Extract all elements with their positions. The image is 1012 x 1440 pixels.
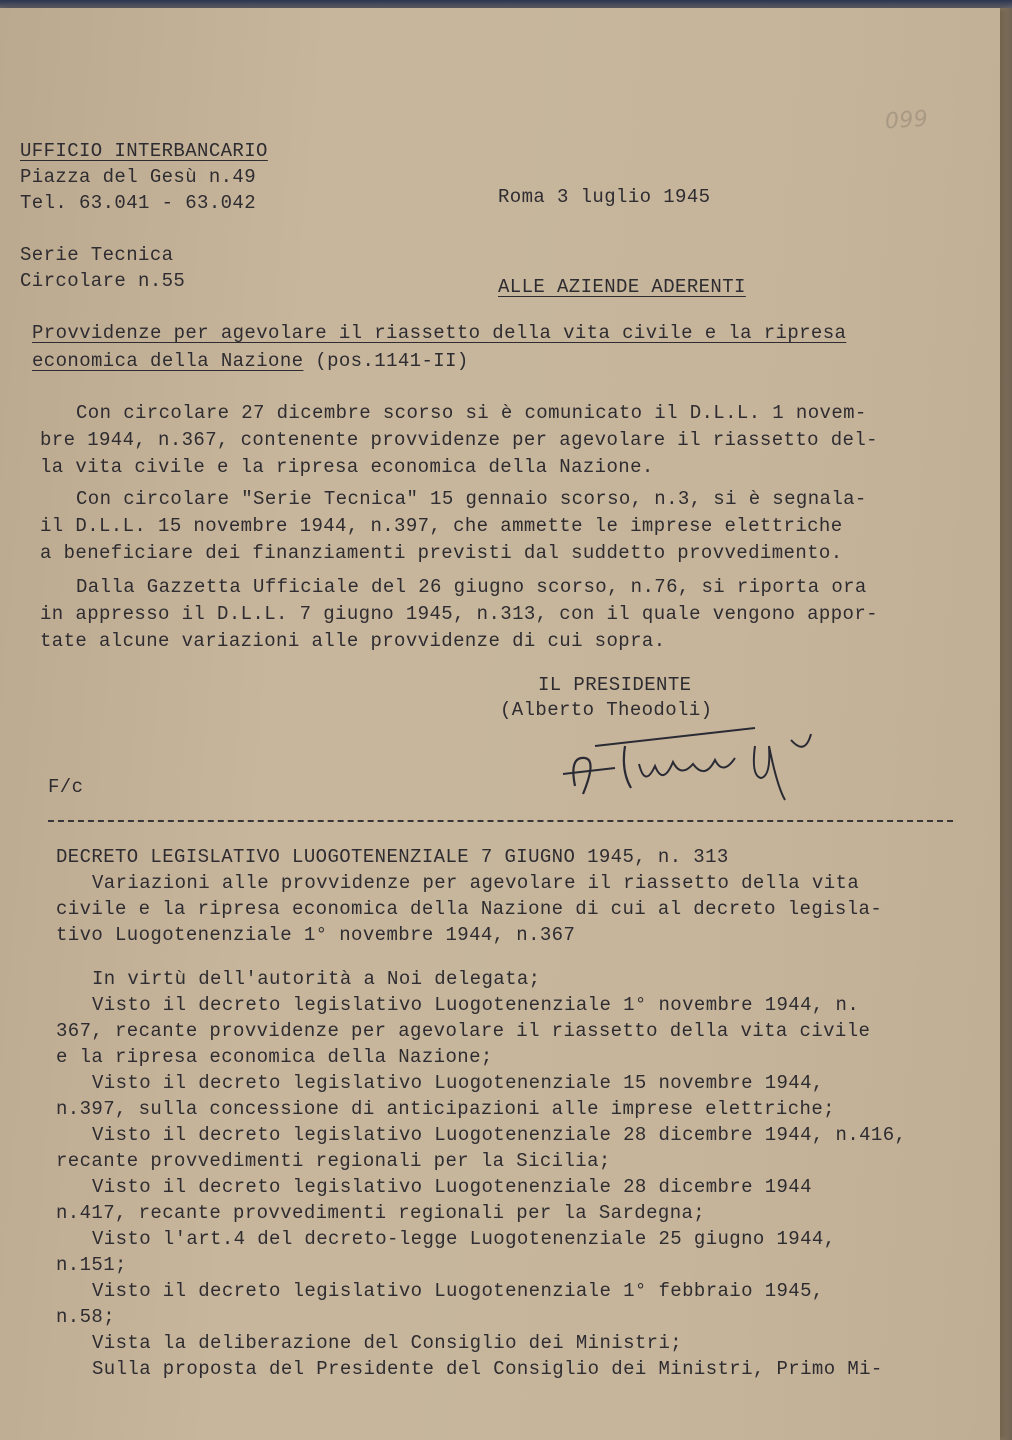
paragraph-2-line-1: Con circolare "Serie Tecnica" 15 gennaio scorso, n.3, si è segnala- bbox=[76, 488, 867, 510]
paragraph-2-line-3: a beneficiare dei finanziamenti previsti dal suddetto provvedimento. bbox=[40, 542, 843, 564]
paragraph-3-line-3: tate alcune variazioni alle provvidenze di cui sopra. bbox=[40, 630, 666, 652]
paragraph-1-line-2: bre 1944, n.367, contenente provvidenze per agevolare il riassetto del- bbox=[40, 429, 878, 451]
paragraph-3-line-1: Dalla Gazzetta Ufficiale del 26 giugno scorso, n.76, si riporta ora bbox=[76, 576, 867, 598]
subject-reference: (pos.1141-II) bbox=[315, 350, 469, 372]
office-name: UFFICIO INTERBANCARIO bbox=[20, 140, 268, 162]
decree-summary-line-2: civile e la ripresa economica della Nazione di cui al decreto legisla- bbox=[56, 898, 883, 920]
decree-body-line-6: n.397, sulla concessione di anticipazioni alle imprese elettriche; bbox=[56, 1098, 835, 1120]
subject-underlined: economica della Nazione bbox=[32, 350, 304, 372]
decree-body-line-12: n.151; bbox=[56, 1254, 127, 1276]
series-label: Serie Tecnica bbox=[20, 244, 174, 266]
signatory-name: (Alberto Theodoli) bbox=[500, 699, 713, 721]
typist-initials: F/c bbox=[48, 776, 84, 798]
office-address: Piazza del Gesù n.49 bbox=[20, 166, 257, 188]
decree-body-line-4: e la ripresa economica della Nazione; bbox=[56, 1046, 493, 1068]
letter-date: Roma 3 luglio 1945 bbox=[498, 186, 711, 208]
addressee: ALLE AZIENDE ADERENTI bbox=[498, 276, 746, 298]
circular-number: Circolare n.55 bbox=[20, 270, 186, 292]
decree-body-line-9: Visto il decreto legislativo Luogotenenziale 28 dicembre 1944 bbox=[92, 1176, 812, 1198]
decree-body-line-5: Visto il decreto legislativo Luogotenenziale 15 novembre 1944, bbox=[92, 1072, 824, 1094]
decree-summary-line-1: Variazioni alle provvidenze per agevolare il riassetto della vita bbox=[92, 872, 860, 894]
archive-number: 099 bbox=[884, 106, 930, 135]
decree-summary-line-3: tivo Luogotenenziale 1° novembre 1944, n.367 bbox=[56, 924, 576, 946]
paragraph-3-line-2: in appresso il D.L.L. 7 giugno 1945, n.313, con il quale vengono appor- bbox=[40, 603, 878, 625]
paragraph-1-line-1: Con circolare 27 dicembre scorso si è comunicato il D.L.L. 1 novem- bbox=[76, 402, 867, 424]
paragraph-1-line-3: la vita civile e la ripresa economica della Nazione. bbox=[40, 456, 654, 478]
signatory-title: IL PRESIDENTE bbox=[538, 674, 692, 696]
handwritten-signature bbox=[555, 716, 835, 806]
decree-body-line-2: Visto il decreto legislativo Luogotenenziale 1° novembre 1944, n. bbox=[92, 994, 860, 1016]
subject-line-2 bbox=[32, 352, 469, 371]
decree-body-line-14: n.58; bbox=[56, 1306, 116, 1328]
subject-line-1: Provvidenze per agevolare il riassetto della vita civile e la ripresa bbox=[32, 322, 847, 344]
decree-body-line-13: Visto il decreto legislativo Luogotenenziale 1° febbraio 1945, bbox=[92, 1280, 824, 1302]
decree-body-line-8: recante provvedimenti regionali per la Sicilia; bbox=[56, 1150, 611, 1172]
decree-body-line-15: Vista la deliberazione del Consiglio dei Ministri; bbox=[92, 1332, 683, 1354]
paragraph-2-line-2: il D.L.L. 15 novembre 1944, n.397, che ammette le imprese elettriche bbox=[40, 515, 843, 537]
decree-body-line-7: Visto il decreto legislativo Luogotenenziale 28 dicembre 1944, n.416, bbox=[92, 1124, 907, 1146]
decree-body-line-11: Visto l'art.4 del decreto-legge Luogotenenziale 25 giugno 1944, bbox=[92, 1228, 836, 1250]
section-divider bbox=[48, 820, 953, 822]
decree-title: DECRETO LEGISLATIVO LUOGOTENENZIALE 7 GIUGNO 1945, n. 313 bbox=[56, 846, 729, 868]
binder-edge bbox=[1000, 8, 1012, 1440]
office-phone: Tel. 63.041 - 63.042 bbox=[20, 192, 257, 214]
decree-body-line-10: n.417, recante provvedimenti regionali per la Sardegna; bbox=[56, 1202, 706, 1224]
decree-body-line-3: 367, recante provvidenze per agevolare il riassetto della vita civile bbox=[56, 1020, 871, 1042]
decree-body-line-1: In virtù dell'autorità a Noi delegata; bbox=[92, 968, 541, 990]
decree-body-line-16: Sulla proposta del Presidente del Consiglio dei Ministri, Primo Mi- bbox=[92, 1358, 883, 1380]
document-page bbox=[0, 8, 1000, 1440]
